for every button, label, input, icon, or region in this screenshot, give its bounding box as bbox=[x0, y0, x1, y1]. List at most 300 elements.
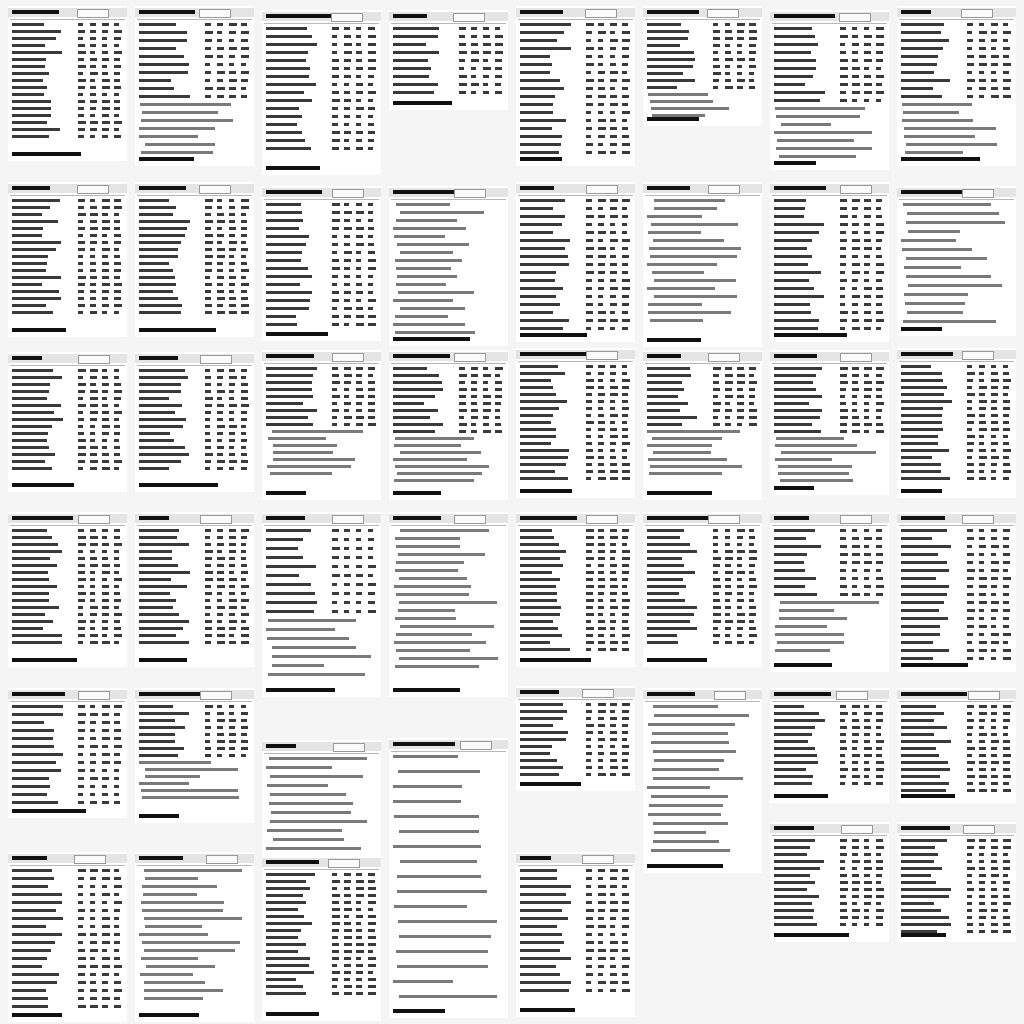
row-value-text bbox=[852, 303, 858, 306]
row-value-text bbox=[586, 303, 593, 306]
row-value-text bbox=[840, 374, 847, 377]
document-panel bbox=[135, 512, 254, 667]
row-value-text bbox=[713, 402, 721, 405]
row-value-text bbox=[598, 564, 604, 567]
row-label-text bbox=[774, 719, 825, 722]
table-row bbox=[10, 892, 125, 897]
row-value-text bbox=[217, 269, 223, 272]
row-value-text bbox=[991, 625, 996, 628]
row-label-text bbox=[520, 279, 555, 282]
row-value-text bbox=[78, 30, 85, 33]
row-value-text bbox=[967, 39, 973, 42]
row-value-text bbox=[598, 773, 606, 776]
table-row bbox=[772, 82, 887, 87]
table-row bbox=[264, 984, 379, 989]
row-label-text bbox=[647, 550, 697, 553]
row-value-text bbox=[991, 442, 998, 445]
row-value-text bbox=[876, 367, 884, 370]
row-value-text bbox=[586, 119, 591, 122]
note-text bbox=[397, 275, 457, 278]
table-row bbox=[772, 725, 887, 730]
table-row bbox=[264, 66, 379, 71]
row-value-text bbox=[598, 414, 604, 417]
row-value-text bbox=[229, 557, 235, 560]
table-row bbox=[518, 612, 633, 617]
row-value-text bbox=[876, 553, 883, 556]
row-value-text bbox=[852, 416, 859, 419]
table-row bbox=[772, 34, 887, 39]
table-row bbox=[518, 230, 633, 235]
row-value-text bbox=[102, 941, 110, 944]
note-text bbox=[395, 331, 475, 334]
row-label-text bbox=[266, 307, 309, 310]
row-value-text bbox=[840, 754, 845, 757]
row-label-text bbox=[266, 139, 305, 142]
table-row bbox=[899, 134, 1014, 139]
note-text bbox=[394, 905, 467, 908]
row-value-text bbox=[864, 768, 870, 771]
row-value-text bbox=[876, 409, 882, 412]
row-value-text bbox=[876, 726, 881, 729]
row-value-text bbox=[78, 114, 84, 117]
table-row bbox=[137, 198, 252, 203]
table-row bbox=[772, 326, 887, 331]
row-value-text bbox=[78, 86, 85, 89]
row-value-text bbox=[78, 933, 86, 936]
note-text bbox=[272, 646, 356, 649]
row-label-text bbox=[393, 27, 439, 30]
table-row bbox=[137, 908, 252, 913]
note-text bbox=[399, 830, 479, 833]
row-label-text bbox=[774, 537, 806, 540]
table-row bbox=[772, 584, 887, 589]
row-label-text bbox=[139, 571, 190, 574]
table-row bbox=[899, 469, 1014, 474]
row-value-text bbox=[586, 449, 593, 452]
row-value-text bbox=[241, 740, 248, 743]
row-label-text bbox=[266, 123, 297, 126]
row-value-text bbox=[78, 885, 83, 888]
row-value-text bbox=[979, 585, 987, 588]
row-label-text bbox=[12, 627, 43, 630]
row-value-text bbox=[586, 31, 592, 34]
table-row bbox=[772, 262, 887, 267]
row-value-text bbox=[622, 627, 629, 630]
panel-title-text bbox=[266, 860, 319, 864]
table-row bbox=[137, 563, 252, 568]
table-row bbox=[10, 956, 125, 961]
row-label-text bbox=[12, 220, 58, 223]
table-row bbox=[772, 42, 887, 47]
row-label-text bbox=[393, 51, 439, 54]
table-row bbox=[10, 466, 125, 471]
row-value-text bbox=[840, 747, 847, 750]
note-text bbox=[776, 147, 872, 150]
table-row bbox=[772, 908, 887, 913]
row-value-text bbox=[356, 147, 363, 150]
row-value-text bbox=[610, 421, 615, 424]
row-label-text bbox=[901, 365, 931, 368]
row-value-text bbox=[241, 95, 247, 98]
row-label-text bbox=[139, 754, 178, 757]
row-value-text bbox=[852, 231, 858, 234]
panel-rule bbox=[137, 19, 252, 20]
row-value-text bbox=[967, 421, 974, 424]
row-label-text bbox=[12, 390, 49, 393]
note-text bbox=[649, 804, 723, 807]
table-row bbox=[772, 528, 887, 533]
row-value-text bbox=[332, 91, 339, 94]
row-value-text bbox=[586, 55, 592, 58]
panel-header-field bbox=[582, 855, 614, 864]
row-value-text bbox=[78, 376, 83, 379]
row-label-text bbox=[901, 31, 941, 34]
row-value-text bbox=[332, 529, 339, 532]
row-label-text bbox=[12, 269, 46, 272]
row-value-text bbox=[1003, 747, 1010, 750]
row-value-text bbox=[725, 367, 732, 370]
note-text bbox=[654, 279, 736, 282]
row-value-text bbox=[90, 585, 95, 588]
panel-title-text bbox=[12, 692, 65, 696]
row-value-text bbox=[586, 231, 594, 234]
row-label-text bbox=[520, 613, 560, 616]
row-value-text bbox=[737, 51, 742, 54]
table-row bbox=[391, 306, 506, 311]
note-text bbox=[267, 637, 349, 640]
row-value-text bbox=[586, 407, 592, 410]
row-value-text bbox=[610, 386, 618, 389]
row-value-text bbox=[368, 67, 376, 70]
table-row bbox=[772, 254, 887, 259]
row-value-text bbox=[102, 543, 109, 546]
row-label-text bbox=[774, 416, 820, 419]
table-row bbox=[518, 584, 633, 589]
row-value-text bbox=[586, 414, 591, 417]
row-value-text bbox=[1003, 712, 1010, 715]
row-value-text bbox=[749, 557, 757, 560]
row-value-text bbox=[102, 620, 108, 623]
table-row bbox=[645, 387, 760, 392]
row-value-text bbox=[495, 27, 500, 30]
panel-title-text bbox=[393, 354, 450, 358]
row-value-text bbox=[471, 51, 479, 54]
row-value-text bbox=[610, 428, 617, 431]
row-label-text bbox=[774, 846, 810, 849]
row-value-text bbox=[102, 432, 109, 435]
table-row bbox=[899, 894, 1014, 899]
table-row bbox=[391, 592, 506, 597]
panel-footer-text bbox=[520, 658, 591, 662]
table-row bbox=[391, 282, 506, 287]
row-label-text bbox=[139, 543, 189, 546]
row-value-text bbox=[90, 761, 96, 764]
row-value-text bbox=[471, 367, 478, 370]
panel-rule bbox=[772, 835, 887, 836]
row-value-text bbox=[749, 620, 754, 623]
row-value-text bbox=[749, 423, 757, 426]
row-value-text bbox=[737, 381, 745, 384]
row-label-text bbox=[520, 87, 564, 90]
row-value-text bbox=[967, 874, 972, 877]
row-value-text bbox=[864, 719, 870, 722]
row-value-text bbox=[368, 423, 376, 426]
row-label-text bbox=[12, 439, 47, 442]
row-value-text bbox=[598, 949, 606, 952]
row-value-text bbox=[90, 86, 96, 89]
row-value-text bbox=[356, 583, 363, 586]
row-value-text bbox=[368, 91, 376, 94]
table-row bbox=[518, 102, 633, 107]
row-label-text bbox=[139, 311, 181, 314]
row-value-text bbox=[610, 529, 617, 532]
table-row bbox=[264, 663, 379, 668]
table-row bbox=[645, 238, 760, 243]
row-label-text bbox=[12, 578, 49, 581]
table-row bbox=[899, 202, 1014, 207]
row-value-text bbox=[241, 304, 249, 307]
table-row bbox=[899, 238, 1014, 243]
row-value-text bbox=[205, 283, 212, 286]
note-text bbox=[654, 295, 737, 298]
row-label-text bbox=[266, 107, 299, 110]
row-value-text bbox=[205, 227, 211, 230]
table-row bbox=[137, 431, 252, 436]
row-value-text bbox=[967, 47, 972, 50]
table-row bbox=[137, 788, 252, 793]
row-value-text bbox=[737, 543, 742, 546]
table-row bbox=[772, 852, 887, 857]
row-value-text bbox=[852, 287, 857, 290]
table-row bbox=[10, 78, 125, 83]
row-value-text bbox=[356, 423, 363, 426]
row-value-text bbox=[713, 388, 720, 391]
row-label-text bbox=[12, 369, 53, 372]
row-label-text bbox=[901, 421, 942, 424]
row-value-text bbox=[610, 917, 616, 920]
table-row bbox=[772, 576, 887, 581]
table-row bbox=[264, 928, 379, 933]
row-value-text bbox=[356, 592, 362, 595]
table-row bbox=[391, 422, 506, 427]
note-text bbox=[139, 127, 215, 130]
row-label-text bbox=[266, 267, 308, 270]
row-value-text bbox=[90, 304, 96, 307]
row-value-text bbox=[1003, 625, 1009, 628]
table-row bbox=[899, 455, 1014, 460]
row-label-text bbox=[12, 432, 48, 435]
note-text bbox=[776, 115, 860, 118]
row-label-text bbox=[901, 435, 938, 438]
table-row bbox=[899, 371, 1014, 376]
row-value-text bbox=[217, 425, 225, 428]
row-value-text bbox=[967, 577, 974, 580]
row-label-text bbox=[647, 79, 695, 82]
row-value-text bbox=[749, 599, 754, 602]
row-value-text bbox=[205, 585, 211, 588]
panel-footer-text bbox=[774, 794, 828, 798]
note-text bbox=[144, 917, 242, 920]
panel-rule bbox=[264, 23, 379, 24]
row-value-text bbox=[1003, 365, 1008, 368]
row-value-text bbox=[749, 72, 754, 75]
panel-header-field bbox=[962, 351, 994, 360]
row-label-text bbox=[139, 234, 185, 237]
table-row bbox=[10, 542, 125, 547]
row-value-text bbox=[852, 705, 860, 708]
row-value-text bbox=[90, 369, 98, 372]
row-value-text bbox=[483, 388, 488, 391]
row-label-text bbox=[520, 239, 570, 242]
table-row bbox=[645, 535, 760, 540]
row-value-text bbox=[78, 51, 86, 54]
row-label-text bbox=[520, 965, 556, 968]
row-value-text bbox=[241, 390, 248, 393]
table-row bbox=[391, 664, 506, 669]
table-row bbox=[772, 286, 887, 291]
row-value-text bbox=[610, 372, 616, 375]
row-value-text bbox=[217, 712, 224, 715]
row-value-text bbox=[368, 395, 375, 398]
row-value-text bbox=[979, 782, 985, 785]
row-value-text bbox=[332, 107, 338, 110]
table-row bbox=[518, 150, 633, 155]
row-label-text bbox=[12, 801, 58, 804]
note-text bbox=[141, 151, 213, 154]
panel-rule bbox=[264, 525, 379, 526]
row-value-text bbox=[876, 381, 884, 384]
row-value-text bbox=[979, 916, 986, 919]
row-label-text bbox=[774, 279, 809, 282]
table-row bbox=[137, 62, 252, 67]
row-value-text bbox=[991, 39, 997, 42]
panel-header-field bbox=[836, 691, 868, 700]
row-value-text bbox=[356, 887, 364, 890]
row-label-text bbox=[647, 86, 677, 89]
row-value-text bbox=[332, 901, 339, 904]
table-row bbox=[10, 563, 125, 568]
row-value-text bbox=[102, 255, 108, 258]
row-value-text bbox=[344, 374, 352, 377]
row-value-text bbox=[78, 550, 83, 553]
table-row bbox=[264, 415, 379, 420]
row-label-text bbox=[12, 79, 43, 82]
row-value-text bbox=[78, 785, 84, 788]
row-value-text bbox=[78, 311, 83, 314]
table-row bbox=[137, 612, 252, 617]
row-value-text bbox=[229, 460, 237, 463]
row-label-text bbox=[647, 409, 680, 412]
row-value-text bbox=[725, 529, 730, 532]
row-value-text bbox=[217, 578, 224, 581]
note-text bbox=[652, 768, 719, 771]
panel-header-field bbox=[586, 351, 618, 360]
table-row bbox=[899, 256, 1014, 261]
table-row bbox=[264, 138, 379, 143]
table-row bbox=[137, 633, 252, 638]
document-panel bbox=[897, 348, 1016, 498]
table-row bbox=[137, 310, 252, 315]
table-row bbox=[137, 542, 252, 547]
panel-title-text bbox=[393, 742, 455, 746]
row-label-text bbox=[901, 379, 943, 382]
panel-title-text bbox=[774, 826, 814, 830]
table-row bbox=[645, 848, 760, 853]
table-row bbox=[264, 98, 379, 103]
row-value-text bbox=[102, 418, 109, 421]
row-label-text bbox=[266, 592, 315, 595]
row-value-text bbox=[344, 67, 350, 70]
document-panel bbox=[643, 512, 762, 667]
row-value-text bbox=[586, 421, 594, 424]
row-label-text bbox=[774, 423, 812, 426]
row-value-text bbox=[979, 754, 986, 757]
row-value-text bbox=[852, 59, 858, 62]
row-value-text bbox=[356, 67, 363, 70]
row-label-text bbox=[139, 255, 178, 258]
row-value-text bbox=[102, 997, 110, 1000]
table-row bbox=[899, 528, 1014, 533]
row-label-text bbox=[774, 215, 804, 218]
table-row bbox=[391, 436, 506, 441]
note-text bbox=[904, 135, 975, 138]
row-label-text bbox=[266, 203, 301, 206]
table-row bbox=[518, 932, 633, 937]
row-value-text bbox=[610, 571, 616, 574]
table-row bbox=[137, 70, 252, 75]
row-value-text bbox=[90, 529, 96, 532]
row-value-text bbox=[114, 578, 122, 581]
row-value-text bbox=[610, 752, 617, 755]
table-row bbox=[10, 784, 125, 789]
row-value-text bbox=[229, 227, 236, 230]
table-row bbox=[518, 54, 633, 59]
panel-footer-text bbox=[774, 333, 847, 337]
row-value-text bbox=[598, 620, 605, 623]
table-row bbox=[391, 919, 506, 924]
row-value-text bbox=[622, 223, 627, 226]
row-value-text bbox=[471, 381, 477, 384]
row-label-text bbox=[901, 71, 934, 74]
table-row bbox=[10, 964, 125, 969]
table-row bbox=[10, 254, 125, 259]
row-label-text bbox=[139, 585, 187, 588]
document-panel bbox=[516, 348, 635, 498]
row-value-text bbox=[114, 220, 120, 223]
table-row bbox=[391, 290, 506, 295]
row-value-text bbox=[332, 51, 337, 54]
row-value-text bbox=[713, 585, 721, 588]
row-value-text bbox=[332, 267, 340, 270]
row-value-text bbox=[241, 418, 247, 421]
row-value-text bbox=[114, 753, 120, 756]
row-value-text bbox=[991, 553, 996, 556]
row-label-text bbox=[520, 428, 556, 431]
row-value-text bbox=[610, 55, 615, 58]
row-label-text bbox=[774, 888, 807, 891]
row-value-text bbox=[622, 957, 630, 960]
table-row bbox=[899, 399, 1014, 404]
note-text bbox=[142, 941, 240, 944]
row-label-text bbox=[520, 47, 571, 50]
row-value-text bbox=[78, 199, 85, 202]
row-label-text bbox=[774, 839, 815, 842]
note-text bbox=[394, 444, 461, 447]
row-value-text bbox=[114, 248, 119, 251]
row-value-text bbox=[241, 719, 247, 722]
note-text bbox=[141, 119, 233, 122]
panel-header-field bbox=[707, 9, 739, 18]
